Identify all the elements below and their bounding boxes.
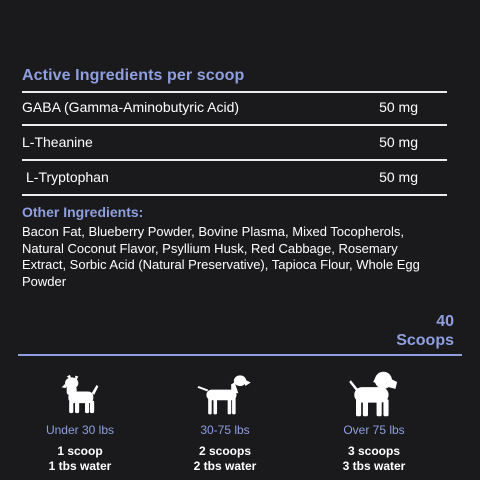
weight-range: Over 75 lbs: [343, 423, 405, 437]
scoops-count-badge: [396, 312, 454, 350]
ingredient-name: L-Theanine: [22, 134, 93, 150]
scoops-number: 40: [436, 313, 454, 330]
rule-top: [22, 91, 447, 93]
ingredient-amount: 50 mg: [379, 134, 418, 150]
medium-dog-icon: [194, 370, 256, 418]
active-ingredients-title: Active Ingredients per scoop: [22, 67, 245, 84]
large-dog-icon: [343, 370, 405, 418]
scoops-label: Scoops: [396, 332, 454, 349]
weight-range: 30-75 lbs: [200, 423, 250, 437]
scoop-amount: 2 scoops: [198, 444, 252, 458]
rule-bottom: [22, 194, 447, 196]
dosage-small-dog: [10, 370, 150, 474]
ingredient-amount: 50 mg: [379, 99, 418, 115]
ingredient-row-gaba: [22, 98, 418, 116]
water-amount: 3 tbs water: [342, 459, 406, 473]
water-amount: 1 tbs water: [48, 459, 112, 473]
water-amount: 2 tbs water: [193, 459, 257, 473]
other-ingredients-text: Bacon Fat, Blueberry Powder, Bovine Plasma, Mixed Tocopherols, Natural Coconut Flavor, Psyllium Husk, Red Cabbage, Rosemary Extract, Sorbic Acid (Natural Preservative), Tapioca Flour, Whole Egg Powder: [22, 224, 420, 289]
row-divider: [22, 124, 447, 126]
scoop-amount: 3 scoops: [347, 444, 401, 458]
scoops-divider: [18, 354, 462, 356]
row-divider: [22, 159, 447, 161]
ingredient-row-l-theanine: [22, 133, 418, 151]
other-ingredients-title: Other Ingredients:: [22, 204, 144, 220]
ingredient-name: L-Tryptophan: [26, 169, 109, 185]
dosage-medium-dog: [155, 370, 295, 474]
small-dog-icon: [55, 370, 105, 418]
dosage-large-dog: [304, 370, 444, 474]
ingredient-amount: 50 mg: [379, 169, 418, 185]
ingredient-row-l-tryptophan: [22, 168, 418, 186]
ingredient-name: GABA (Gamma-Aminobutyric Acid): [22, 99, 240, 115]
scoop-amount: 1 scoop: [57, 444, 103, 458]
weight-range: Under 30 lbs: [45, 423, 115, 437]
